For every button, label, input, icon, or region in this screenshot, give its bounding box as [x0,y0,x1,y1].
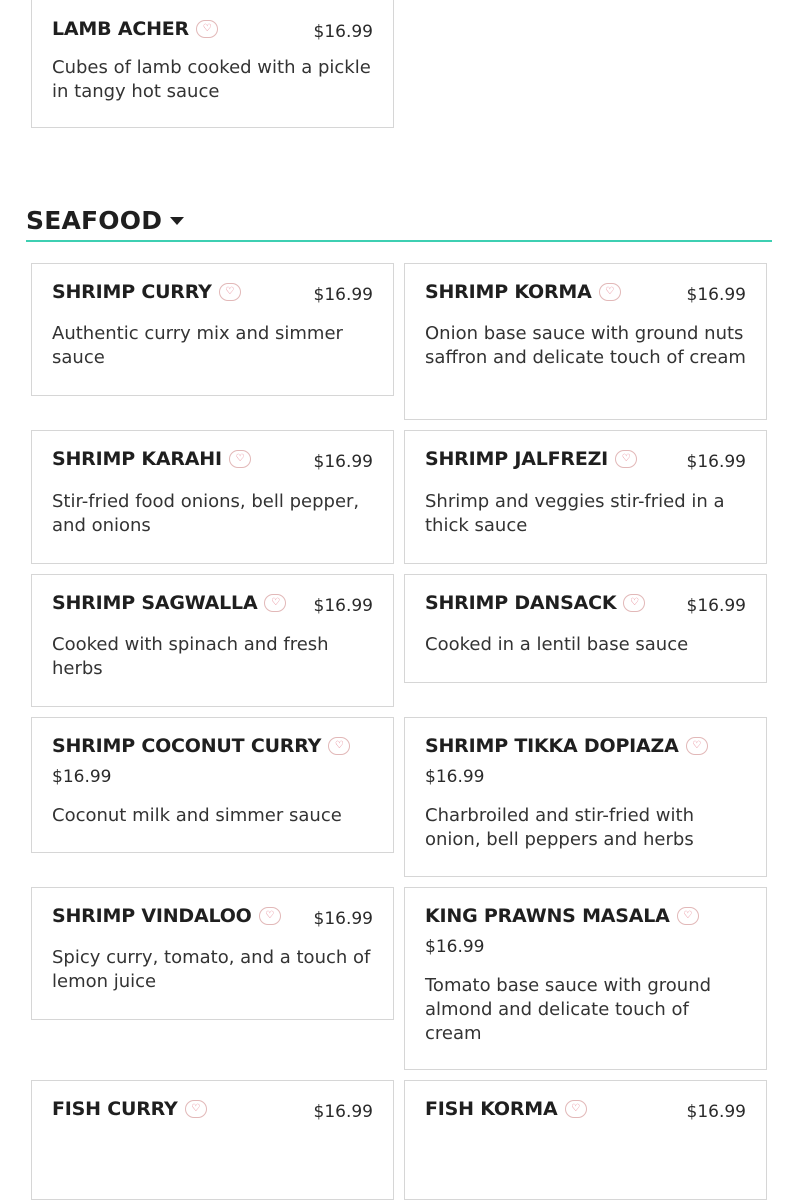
heart-outline-icon[interactable]: ♡ [328,737,350,755]
menu-item-name: LAMB ACHER ♡ [52,18,218,40]
menu-item-description: Tomato base sauce with ground almond and delicate touch of cream [425,975,712,1044]
heart-outline-icon[interactable]: ♡ [185,1100,207,1118]
menu-item-name: FISH CURRY ♡ [52,1098,207,1120]
section-divider [26,240,772,242]
heart-outline-icon[interactable]: ♡ [599,283,621,301]
menu-item-price: $16.99 [313,452,373,472]
menu-item-card[interactable] [404,263,767,420]
menu-item-name: SHRIMP KORMA ♡ [425,281,621,303]
menu-item-card[interactable] [404,887,767,1070]
menu-item-price: $16.99 [313,596,373,616]
menu-item-price: $16.99 [686,596,746,616]
menu-item-description: Onion base sauce with ground nuts saffron and delicate touch of cream [425,323,746,368]
menu-item-price: $16.99 [425,767,485,787]
menu-item-description: Shrimp and veggies stir-fried in a thick sauce [425,491,725,536]
menu-item-card[interactable] [31,263,394,396]
menu-item-price: $16.99 [686,1102,746,1122]
menu-item-price: $16.99 [313,22,373,42]
menu-item-name: SHRIMP KARAHI ♡ [52,448,251,470]
menu-item-description: Cooked with spinach and fresh herbs [52,634,329,679]
menu-item-name: SHRIMP SAGWALLA ♡ [52,592,286,614]
menu-item-name: KING PRAWNS MASALA ♡ [425,905,699,927]
heart-outline-icon[interactable]: ♡ [219,283,241,301]
menu-item-description: Authentic curry mix and simmer sauce [52,323,343,368]
menu-item-description: Charbroiled and stir-fried with onion, bell peppers and herbs [425,805,694,850]
menu-item-name: SHRIMP JALFREZI ♡ [425,448,637,470]
menu-item-description: Stir-fried food onions, bell pepper, and onions [52,491,360,536]
menu-item-description: Coconut milk and simmer sauce [52,805,342,826]
heart-outline-icon[interactable]: ♡ [686,737,708,755]
menu-item-card[interactable] [31,0,394,128]
menu-item-card[interactable] [404,430,767,564]
menu-item-card[interactable] [31,887,394,1020]
menu-item-card[interactable] [404,717,767,877]
heart-outline-icon[interactable]: ♡ [677,907,699,925]
menu-item-name: SHRIMP TIKKA DOPIAZA ♡ [425,735,708,757]
menu-item-price: $16.99 [686,452,746,472]
menu-item-name: SHRIMP COCONUT CURRY ♡ [52,735,350,757]
menu-item-price: $16.99 [313,1102,373,1122]
menu-item-description: Spicy curry, tomato, and a touch of lemon juice [52,947,371,992]
menu-item-card[interactable] [404,1080,767,1200]
menu-item-price: $16.99 [313,909,373,929]
heart-outline-icon[interactable]: ♡ [623,594,645,612]
menu-item-price: $16.99 [425,937,485,957]
heart-outline-icon[interactable]: ♡ [615,450,637,468]
menu-item-price: $16.99 [52,767,112,787]
menu-item-price: $16.99 [686,285,746,305]
menu-item-card[interactable] [404,574,767,683]
menu-item-description: Cubes of lamb cooked with a pickle in tangy hot sauce [52,57,371,102]
section-title[interactable]: SEAFOOD [26,206,184,235]
heart-outline-icon[interactable]: ♡ [229,450,251,468]
heart-outline-icon[interactable]: ♡ [196,20,218,38]
menu-item-card[interactable] [31,430,394,564]
heart-outline-icon[interactable]: ♡ [264,594,286,612]
menu-item-card[interactable] [31,717,394,853]
menu-item-description: Cooked in a lentil base sauce [425,634,689,655]
menu-item-name: SHRIMP VINDALOO ♡ [52,905,281,927]
caret-down-icon[interactable] [170,217,184,225]
menu-item-card[interactable] [31,574,394,707]
menu-item-name: SHRIMP CURRY ♡ [52,281,241,303]
menu-item-card[interactable] [31,1080,394,1200]
menu-item-name: FISH KORMA ♡ [425,1098,587,1120]
heart-outline-icon[interactable]: ♡ [565,1100,587,1118]
menu-item-price: $16.99 [313,285,373,305]
menu-item-name: SHRIMP DANSACK ♡ [425,592,645,614]
heart-outline-icon[interactable]: ♡ [259,907,281,925]
